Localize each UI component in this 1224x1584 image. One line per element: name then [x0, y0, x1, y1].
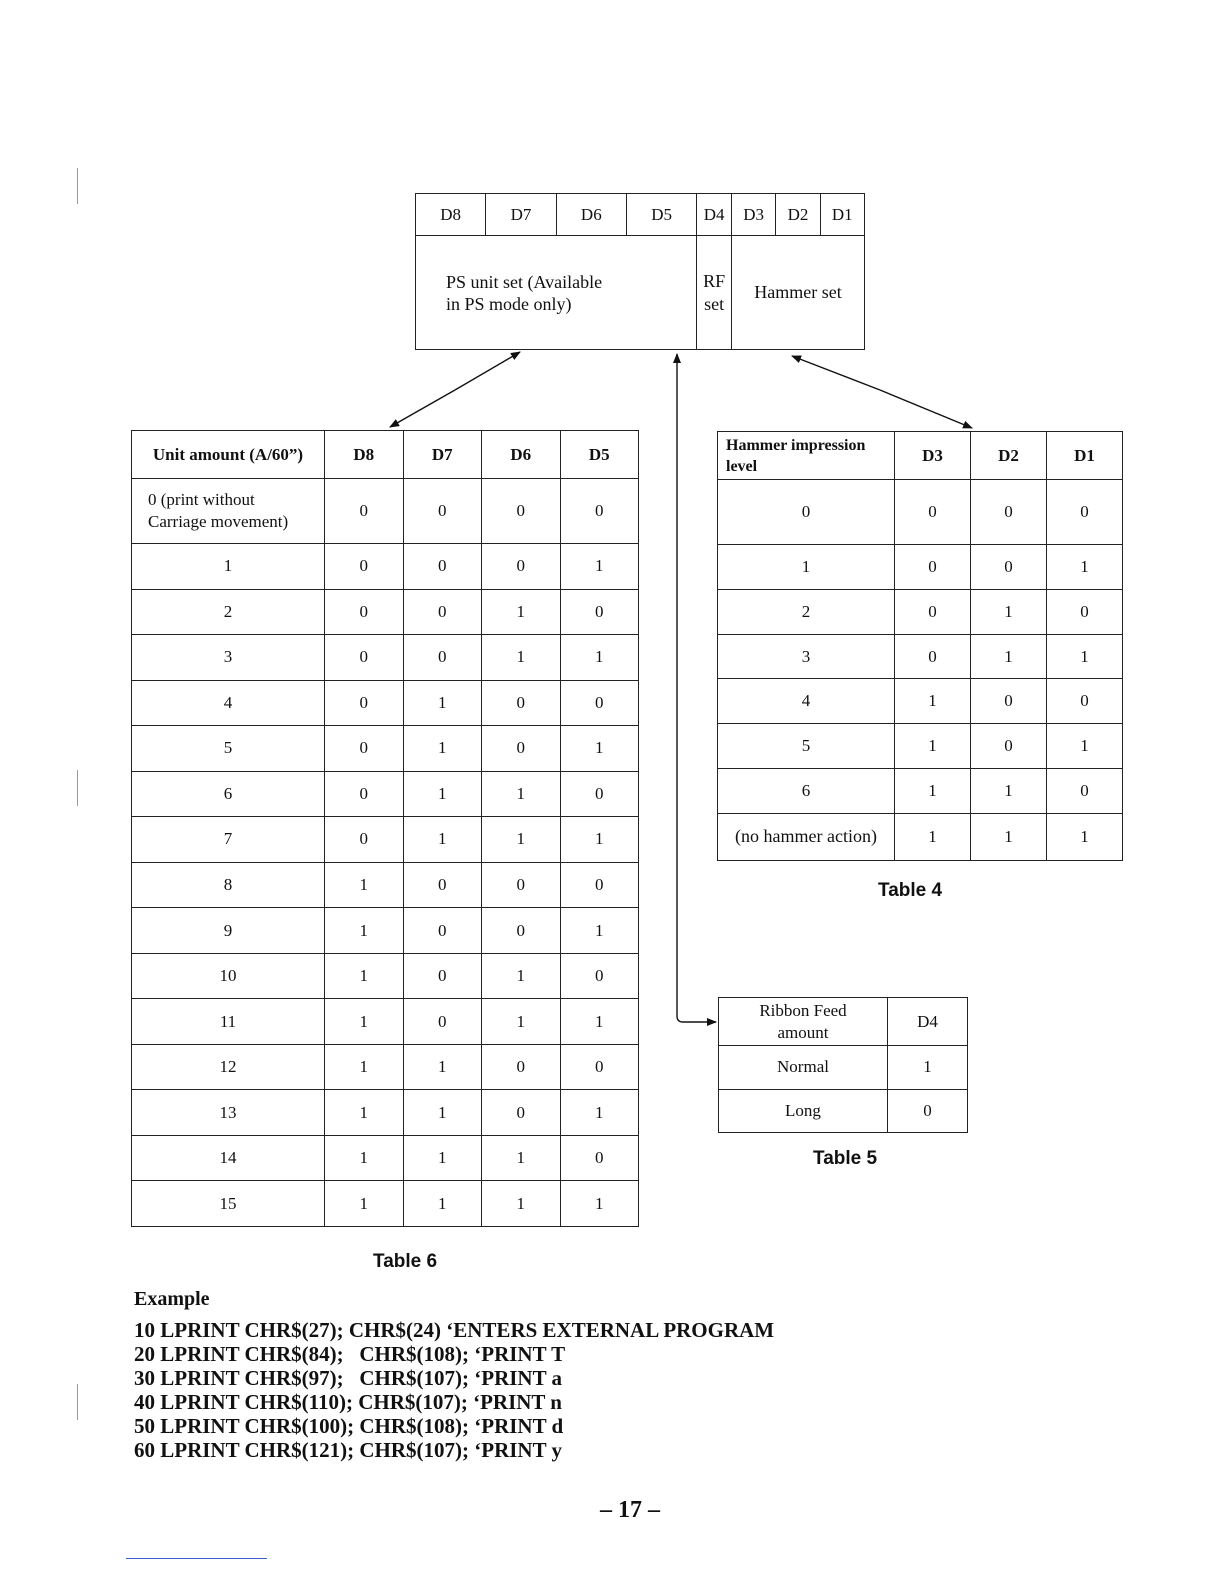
table6-caption: Table 6	[373, 1251, 438, 1272]
table4-cell: 0	[895, 634, 971, 679]
table4-header: Hammer impression level	[718, 432, 895, 480]
table6-cell: 1	[482, 999, 561, 1045]
ps-unit-field: PS unit set (Available in PS mode only)	[416, 236, 697, 350]
table6-cell: 1	[482, 817, 561, 863]
table4-cell: 0	[971, 724, 1047, 769]
table-row	[132, 1135, 639, 1181]
table5-cell: 0	[888, 1089, 968, 1133]
table6-cell: 0	[403, 589, 482, 635]
table6-cell: 1	[560, 1181, 639, 1227]
bit-cell: D5	[626, 194, 696, 236]
table-row	[132, 953, 639, 999]
arrow-ps-to-table6	[390, 390, 455, 427]
table4-cell: 0	[1047, 769, 1123, 814]
table6-header: D8	[325, 431, 404, 479]
table4-cell: 0	[971, 480, 1047, 545]
table6-amount: 15	[132, 1181, 325, 1227]
table6-cell: 0	[482, 726, 561, 772]
example-heading: Example	[134, 1288, 210, 1310]
table4-cell: 0	[971, 679, 1047, 724]
table6-cell: 0	[482, 862, 561, 908]
table4-cell: 1	[1047, 634, 1123, 679]
table4-cell: 1	[895, 813, 971, 860]
table4-level: 1	[718, 545, 895, 590]
table4-cell: 0	[1047, 679, 1123, 724]
table6-cell: 0	[560, 862, 639, 908]
table6-cell: 0	[325, 771, 404, 817]
bit-cell: D6	[556, 194, 626, 236]
table6-cell: 1	[325, 953, 404, 999]
table6-cell: 1	[325, 1135, 404, 1181]
table5-header: Ribbon Feed amount	[719, 998, 888, 1046]
code-line: 50 LPRINT CHR$(100); CHR$(108); ‘PRINT d	[134, 1414, 564, 1438]
table6-amount: 1	[132, 544, 325, 590]
table6-cell: 0	[482, 544, 561, 590]
table4-cell: 0	[1047, 480, 1123, 545]
table6-cell: 0	[482, 1090, 561, 1136]
table5-header: D4	[888, 998, 968, 1046]
table6-header: D5	[560, 431, 639, 479]
arrow-rf-to-table5	[677, 600, 716, 1022]
table6-cell: 0	[560, 479, 639, 544]
table-row	[132, 1181, 639, 1227]
table4-level: 2	[718, 589, 895, 634]
table6-cell: 1	[482, 635, 561, 681]
table5	[718, 997, 968, 1133]
table6-cell: 1	[482, 953, 561, 999]
table6-cell: 1	[482, 589, 561, 635]
table4-cell: 0	[895, 589, 971, 634]
table4-cell: 0	[1047, 589, 1123, 634]
table-row	[718, 813, 1123, 860]
table6-cell: 0	[560, 589, 639, 635]
table6-cell: 0	[325, 589, 404, 635]
table6-amount: 4	[132, 680, 325, 726]
table-row	[132, 680, 639, 726]
table6-amount: 12	[132, 1044, 325, 1090]
table6-cell: 0	[325, 544, 404, 590]
table4-cell: 1	[971, 813, 1047, 860]
table-row	[718, 634, 1123, 679]
rf-field: RF set	[697, 236, 732, 350]
code-line: 20 LPRINT CHR$(84); CHR$(108); ‘PRINT T	[134, 1342, 566, 1366]
table-row	[719, 1089, 968, 1133]
table4-cell: 0	[971, 545, 1047, 590]
table-row	[718, 480, 1123, 545]
table6-cell: 0	[560, 1044, 639, 1090]
table6-cell: 0	[325, 680, 404, 726]
table-row	[718, 589, 1123, 634]
table-row	[132, 999, 639, 1045]
table6-cell: 0	[560, 953, 639, 999]
arrow-hammer-to-table4	[880, 390, 972, 428]
table6-amount: 6	[132, 771, 325, 817]
arrow-hammer-to-table4	[792, 356, 880, 390]
table4-cell: 0	[895, 545, 971, 590]
table6-amount: 10	[132, 953, 325, 999]
table6-amount: 7	[132, 817, 325, 863]
table6-amount: 14	[132, 1135, 325, 1181]
bit-cell: D8	[416, 194, 486, 236]
table6-amount: 5	[132, 726, 325, 772]
table-row	[132, 544, 639, 590]
table-row	[132, 771, 639, 817]
table4-cell: 1	[971, 769, 1047, 814]
table6-header: D7	[403, 431, 482, 479]
table4-header: D2	[971, 432, 1047, 480]
table6-cell: 1	[403, 726, 482, 772]
table6-cell: 1	[560, 726, 639, 772]
table-row	[718, 724, 1123, 769]
bit-cell: D4	[697, 194, 732, 236]
table-row	[132, 817, 639, 863]
table4-cell: 1	[971, 634, 1047, 679]
code-line: 30 LPRINT CHR$(97); CHR$(107); ‘PRINT a	[134, 1366, 562, 1390]
table6-cell: 1	[325, 999, 404, 1045]
table6-cell: 0	[325, 817, 404, 863]
table6	[131, 430, 639, 1227]
table6-cell: 0	[403, 544, 482, 590]
table6-cell: 1	[325, 1044, 404, 1090]
bit-cell: D1	[820, 194, 864, 236]
table6-cell: 1	[560, 1090, 639, 1136]
table6-cell: 0	[560, 771, 639, 817]
table4-cell: 1	[1047, 813, 1123, 860]
bit-cell: D3	[731, 194, 775, 236]
table6-amount: 8	[132, 862, 325, 908]
table6-cell: 1	[482, 771, 561, 817]
table6-cell: 1	[403, 1135, 482, 1181]
table-row	[719, 1046, 968, 1090]
table6-cell: 1	[403, 1044, 482, 1090]
arrow-ps-to-table6	[455, 352, 520, 390]
table6-cell: 0	[403, 999, 482, 1045]
table5-cell: 1	[888, 1046, 968, 1090]
table6-amount: 0 (print without Carriage movement)	[132, 479, 325, 544]
table4-level: 5	[718, 724, 895, 769]
table6-cell: 0	[403, 479, 482, 544]
table6-amount: 9	[132, 908, 325, 954]
table4-cell: 1	[895, 769, 971, 814]
table-row	[132, 726, 639, 772]
table-row	[132, 635, 639, 681]
footnote-rule	[126, 1558, 267, 1559]
table6-cell: 0	[403, 862, 482, 908]
table5-amount: Long	[719, 1089, 888, 1133]
table6-cell: 1	[560, 817, 639, 863]
table6-amount: 11	[132, 999, 325, 1045]
code-line: 40 LPRINT CHR$(110); CHR$(107); ‘PRINT n	[134, 1390, 562, 1414]
table6-cell: 1	[560, 544, 639, 590]
table4-cell: 0	[895, 480, 971, 545]
table4-cell: 1	[895, 679, 971, 724]
table6-cell: 0	[325, 635, 404, 681]
table-row	[132, 1044, 639, 1090]
table6-cell: 1	[403, 771, 482, 817]
table-row	[718, 679, 1123, 724]
table-row	[132, 589, 639, 635]
table6-cell: 1	[325, 1090, 404, 1136]
table4-cell: 1	[1047, 724, 1123, 769]
example-code	[134, 1318, 774, 1462]
table5-caption: Table 5	[813, 1148, 878, 1169]
table6-cell: 0	[325, 726, 404, 772]
table6-amount: 3	[132, 635, 325, 681]
table4	[717, 431, 1123, 861]
table6-cell: 0	[482, 908, 561, 954]
table6-cell: 1	[325, 1181, 404, 1227]
table4-level: 0	[718, 480, 895, 545]
table6-cell: 0	[482, 1044, 561, 1090]
table4-header: D1	[1047, 432, 1123, 480]
table6-cell: 1	[403, 1181, 482, 1227]
table4-cell: 1	[1047, 545, 1123, 590]
table4-cell: 1	[895, 724, 971, 769]
code-line: 60 LPRINT CHR$(121); CHR$(107); ‘PRINT y	[134, 1438, 562, 1462]
table4-level: 6	[718, 769, 895, 814]
table6-cell: 0	[560, 1135, 639, 1181]
page-number: – 17 –	[600, 1497, 660, 1523]
bit-cell: D7	[486, 194, 556, 236]
table4-cell: 1	[971, 589, 1047, 634]
table6-cell: 1	[560, 908, 639, 954]
table4-caption: Table 4	[878, 880, 943, 901]
table6-cell: 1	[482, 1181, 561, 1227]
table6-amount: 13	[132, 1090, 325, 1136]
table6-cell: 1	[482, 1135, 561, 1181]
table6-cell: 1	[325, 908, 404, 954]
table6-header: D6	[482, 431, 561, 479]
table4-level: 3	[718, 634, 895, 679]
table5-amount: Normal	[719, 1046, 888, 1090]
table4-header: D3	[895, 432, 971, 480]
table6-cell: 1	[325, 862, 404, 908]
table-row	[132, 1090, 639, 1136]
table-row	[132, 908, 639, 954]
table6-cell: 0	[403, 635, 482, 681]
table-row	[718, 769, 1123, 814]
table6-amount: 2	[132, 589, 325, 635]
bit-cell: D2	[776, 194, 820, 236]
table6-cell: 1	[560, 635, 639, 681]
table6-cell: 0	[560, 680, 639, 726]
hammer-field: Hammer set	[731, 236, 864, 350]
table-row	[132, 862, 639, 908]
table-row	[718, 545, 1123, 590]
table6-cell: 1	[560, 999, 639, 1045]
table6-cell: 0	[403, 953, 482, 999]
code-line: 10 LPRINT CHR$(27); CHR$(24) ‘ENTERS EXTERNAL PROGRAM	[134, 1318, 775, 1342]
table4-level: 4	[718, 679, 895, 724]
table6-cell: 0	[325, 479, 404, 544]
table6-header: Unit amount (A/60”)	[132, 431, 325, 479]
table6-cell: 0	[403, 908, 482, 954]
table4-level: (no hammer action)	[718, 813, 895, 860]
table6-cell: 0	[482, 479, 561, 544]
table-row	[132, 479, 639, 544]
table6-cell: 0	[482, 680, 561, 726]
table6-cell: 1	[403, 817, 482, 863]
table6-cell: 1	[403, 680, 482, 726]
table6-cell: 1	[403, 1090, 482, 1136]
